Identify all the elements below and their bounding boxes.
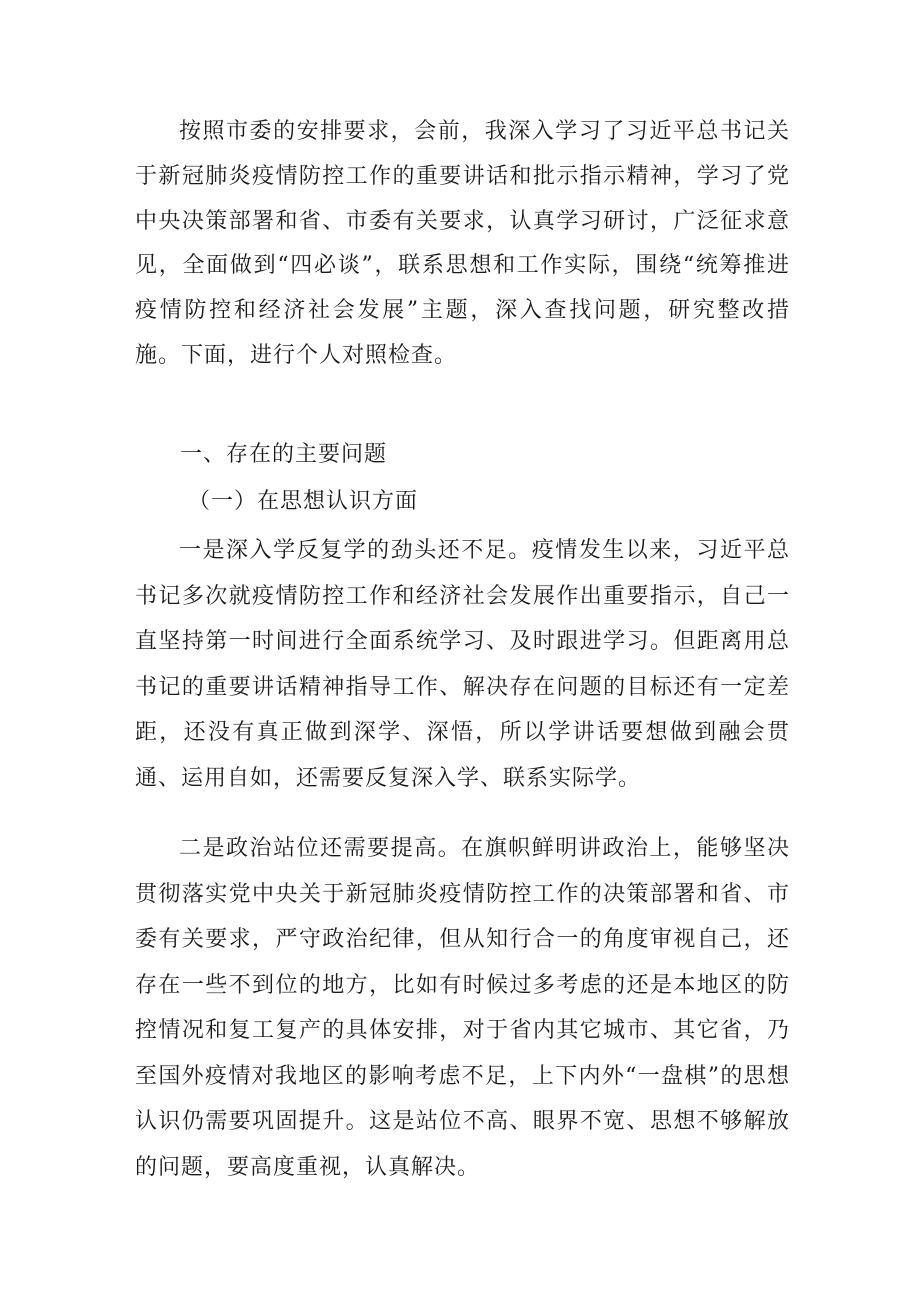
section-heading: 一、存在的主要问题 <box>180 442 388 467</box>
subsection-heading: （一）在思想认识方面 <box>188 489 419 514</box>
problem-item-paragraph: 一是深入学反复学的劲头还不足。疫情发生以来，习近平总书记多次就疫情防控工作和经济社会发展作出重要指示，自己一直坚持第一时间进行全面系统学习、及时跟进学习。但距离用总书记的重要讲话精神指导工作、解决存在问题的目标还有一定差距，还没有真正做到深学、深悟，所以学讲话要想做到融会贯通、运用自如，还需要反复深入学、联系实际学。 <box>135 538 790 791</box>
problem-item-paragraph: 二是政治站位还需要提高。在旗帜鲜明讲政治上，能够坚决贯彻落实党中央关于新冠肺炎疫情防控工作的决策部署和省、市委有关要求，严守政治纪律，但从知行合一的角度审视自己，还存在一些不到位的地方，比如有时候过多考虑的还是本地区的防控情况和复工复产的具体安排，对于省内其它城市、其它省，乃至国外疫情对我地区的影响考虑不足，上下内外“一盘棋”的思想认识仍需要巩固提升。这是站位不高、眼界不宽、思想不够解放的问题，要高度重视，认真解决。 <box>135 836 790 1180</box>
intro-paragraph: 按照市委的安排要求，会前，我深入学习了习近平总书记关于新冠肺炎疫情防控工作的重要讲话和批示指示精神，学习了党中央决策部署和省、市委有关要求，认真学习研讨，广泛征求意见，全面做到“四必谈”，联系思想和工作实际，围绕“统筹推进疫情防控和经济社会发展”主题，深入查找问题，研究整改措施。下面，进行个人对照检查。 <box>135 119 790 368</box>
